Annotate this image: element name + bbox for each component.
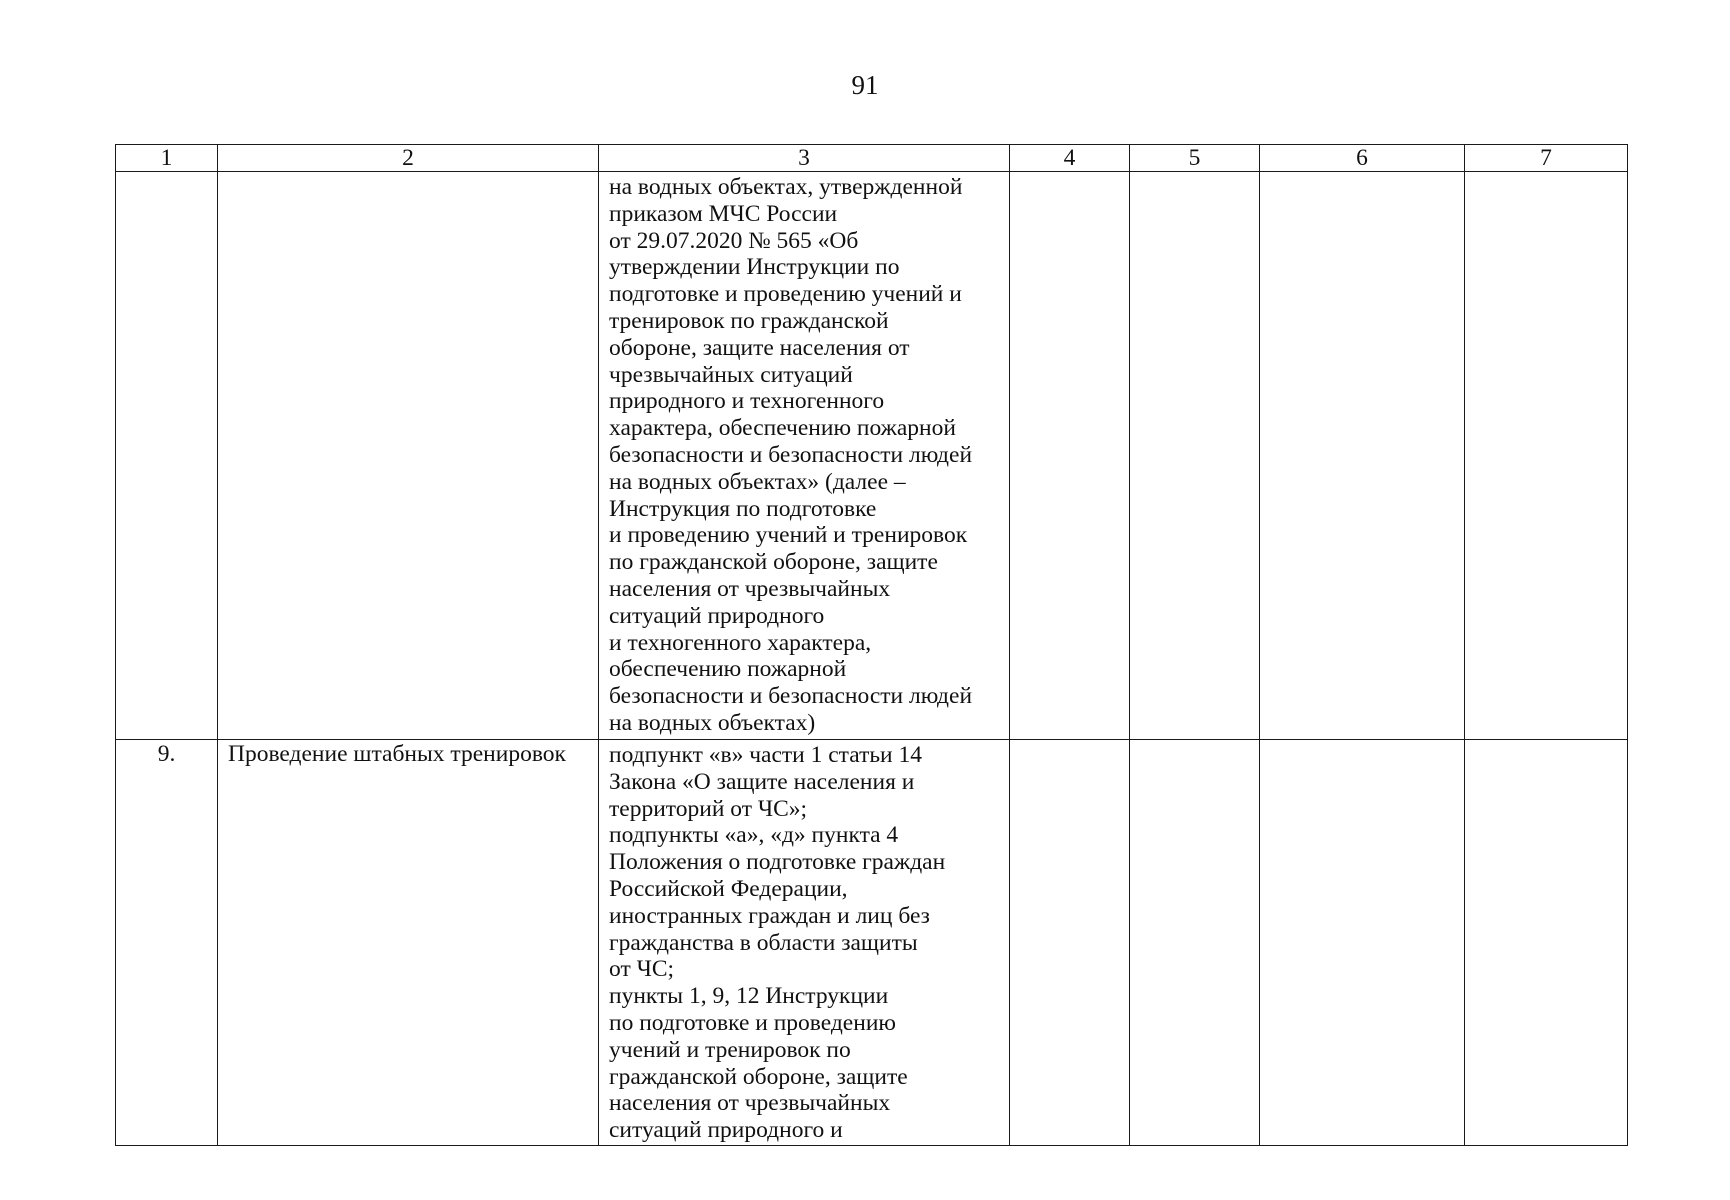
basis-line: обороне, защите населения от [609, 334, 910, 361]
basis-line: подпункты «а», «д» пункта 4 [609, 822, 899, 849]
row-name-cell [218, 172, 599, 740]
basis-line: чрезвычайных ситуаций [609, 361, 853, 388]
row-col4-cell [1010, 172, 1130, 740]
requirements-table [115, 144, 1628, 1146]
basis-line: на водных объектах» (далее – [609, 468, 906, 495]
column-header-3: 3 [599, 145, 1010, 172]
basis-line: от 29.07.2020 № 565 «Об [609, 227, 859, 254]
column-header-5: 5 [1130, 145, 1260, 172]
basis-line: по гражданской обороне, защите [609, 549, 938, 576]
row-basis-cell [599, 740, 1010, 1146]
basis-line: подготовке и проведению учений и [609, 281, 962, 308]
column-header-7: 7 [1465, 145, 1628, 172]
row-col6-cell [1260, 740, 1465, 1146]
row-basis-cell [599, 172, 1010, 740]
basis-line: Инструкция по подготовке [609, 495, 877, 522]
row-col7-cell [1465, 740, 1628, 1146]
basis-line: учений и тренировок по [609, 1036, 851, 1063]
basis-line: подпункт «в» части 1 статьи 14 [609, 742, 923, 768]
basis-line: природного и техногенного [609, 388, 885, 415]
table-row [116, 172, 1628, 740]
basis-line: пункты 1, 9, 12 Инструкции [609, 983, 889, 1010]
basis-line: гражданской обороне, защите [609, 1063, 908, 1090]
basis-line: ситуаций природного и [609, 1117, 843, 1144]
basis-line: населения от чрезвычайных [609, 575, 891, 602]
basis-line: на водных объектах, утвержденной [609, 174, 963, 200]
basis-line: тренировок по гражданской [609, 307, 889, 334]
row-number-cell [116, 172, 218, 740]
basis-line: и техногенного характера, [609, 629, 872, 656]
basis-line: обеспечению пожарной [609, 656, 847, 683]
basis-line: иностранных граждан и лиц без [609, 902, 930, 929]
header-row [116, 145, 1628, 172]
basis-line: и проведению учений и тренировок [609, 522, 968, 549]
basis-line: территорий от ЧС»; [609, 795, 808, 822]
column-header-1: 1 [116, 145, 218, 172]
row-col7-cell [1465, 172, 1628, 740]
basis-line: характера, обеспечению пожарной [609, 415, 956, 442]
row-col5-cell [1130, 172, 1260, 740]
row-number-cell: 9. [116, 740, 218, 1146]
column-header-6: 6 [1260, 145, 1465, 172]
basis-line: от ЧС; [609, 956, 675, 983]
basis-line: Положения о подготовке граждан [609, 849, 946, 876]
row-col5-cell [1130, 740, 1260, 1146]
basis-line: по подготовке и проведению [609, 1009, 896, 1036]
basis-line: ситуаций природного [609, 602, 825, 629]
column-header-2: 2 [218, 145, 599, 172]
table-row [116, 740, 1628, 1146]
basis-line: на водных объектах) [609, 709, 816, 736]
row-col4-cell [1010, 740, 1130, 1146]
basis-line: приказом МЧС России [609, 200, 838, 227]
table-body [116, 172, 1628, 1146]
row-name-cell: Проведение штабных тренировок [218, 740, 599, 1146]
basis-line: безопасности и безопасности людей [609, 683, 973, 710]
basis-line: утверждении Инструкции по [609, 254, 900, 281]
basis-line: безопасности и безопасности людей [609, 441, 973, 468]
basis-line: гражданства в области защиты [609, 929, 918, 956]
page-number: 91 [851, 70, 879, 100]
basis-line: населения от чрезвычайных [609, 1090, 891, 1117]
table-header [116, 145, 1628, 172]
column-header-4: 4 [1010, 145, 1130, 172]
row-col6-cell [1260, 172, 1465, 740]
basis-line: Закона «О защите населения и [609, 768, 915, 795]
basis-line: Российской Федерации, [609, 875, 848, 902]
